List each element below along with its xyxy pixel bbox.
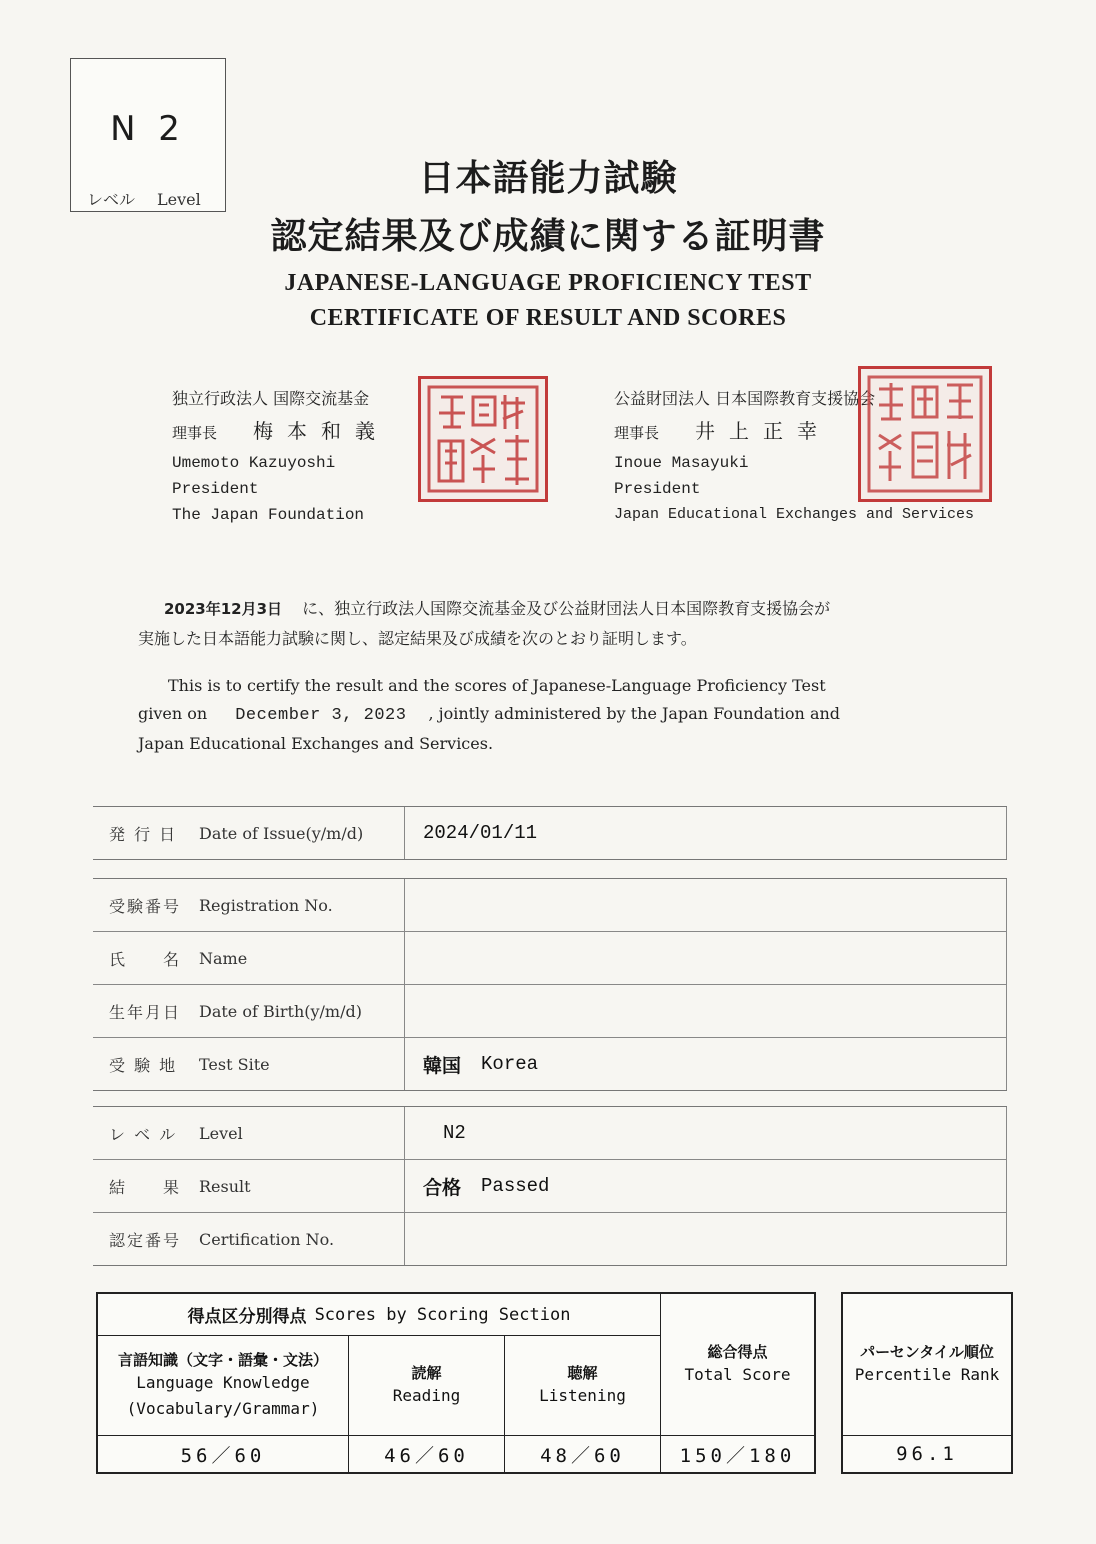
signatory-name-en: Umemoto Kazuyoshi (172, 454, 336, 472)
result-label (93, 1160, 405, 1212)
total-score-header (661, 1294, 814, 1436)
listening-jp: 聴解 (567, 1364, 598, 1382)
title-en-line2: CERTIFICATE OF RESULT AND SCORES (309, 305, 787, 331)
language-knowledge-score: 56／60 (98, 1436, 349, 1472)
result-table (93, 1106, 1007, 1266)
test-site-value (405, 1038, 1007, 1090)
percentile-header (843, 1294, 1011, 1436)
certification-jp-line1 (138, 594, 998, 624)
title-en-line1: JAPANESE-LANGUAGE PROFICIENCY TEST (284, 270, 812, 296)
issue-date-label (93, 807, 405, 859)
certification-en-line2 (138, 700, 958, 730)
personal-info-table (93, 878, 1007, 1091)
percentile-en: Percentile Rank (854, 1365, 1000, 1384)
issue-date-value: 2024/01/11 (405, 807, 1007, 859)
birth-date-value (405, 985, 1007, 1037)
certification-text-jp (138, 594, 998, 654)
signatory-title-en: President (614, 480, 701, 498)
percentile-table (841, 1292, 1013, 1474)
result-value-jp: 合格 (423, 1176, 462, 1199)
name-value (405, 932, 1007, 984)
certification-no-label-en: Certification No. (199, 1229, 335, 1249)
birth-date-label (93, 985, 405, 1037)
scores-section-header (98, 1294, 661, 1336)
reading-jp: 読解 (411, 1364, 442, 1382)
certification-no-row (93, 1213, 1007, 1265)
level-label-en: Level (199, 1123, 243, 1143)
listening-en: Listening (539, 1386, 626, 1405)
registration-label-en: Registration No. (199, 895, 333, 915)
signatory-org-jp: 独立行政法人 国際交流基金 (172, 389, 370, 408)
scores-header-en: Scores by Scoring Section (314, 1304, 571, 1325)
level-label-jp: レベル (87, 190, 136, 209)
signatory-role-jp: 理事長 (614, 424, 660, 442)
certification-no-label-jp: 認定番号 (109, 1230, 182, 1250)
official-seal-japan-foundation (418, 376, 548, 502)
birth-date-label-en: Date of Birth(y/m/d) (199, 1001, 362, 1021)
result-value-en: Passed (481, 1175, 550, 1197)
level-code: N 2 (110, 109, 186, 149)
result-row (93, 1160, 1007, 1213)
total-score: 150／180 (679, 1444, 796, 1467)
signatory-title-en: President (172, 480, 259, 498)
given-on-label: given on (138, 704, 208, 723)
test-site-label (93, 1038, 405, 1090)
percentile-value: 96.1 (896, 1443, 958, 1465)
listening-header (505, 1336, 661, 1436)
name-label-jp: 氏 名 (109, 949, 182, 969)
certification-jp-line2: 実施した日本語能力試験に関し、認定結果及び成績を次のとおり証明します。 (138, 629, 697, 648)
issue-date-table (93, 806, 1007, 860)
scores-table (96, 1292, 816, 1474)
name-label-en: Name (199, 948, 248, 968)
signatory-role-jp: 理事長 (172, 424, 218, 442)
language-knowledge-en1: Language Knowledge (136, 1373, 310, 1392)
certification-en-line1: This is to certify the result and the scores of Japanese-Language Proficiency Test (168, 676, 826, 695)
result-label-jp: 結 果 (109, 1177, 182, 1197)
registration-row (93, 879, 1007, 932)
certification-no-value (405, 1213, 1007, 1265)
result-label-en: Result (199, 1176, 251, 1196)
signatory-org-en: Japan Educational Exchanges and Services (614, 506, 975, 523)
level-row (93, 1107, 1007, 1160)
name-row (93, 932, 1007, 985)
reading-header (349, 1336, 505, 1436)
language-knowledge-jp: 言語知識（文字・語彙・文法） (117, 1351, 328, 1369)
level-value-en: N2 (443, 1122, 466, 1144)
issue-date-row (93, 807, 1007, 859)
test-date-jp: 2023年12月3日 (164, 600, 283, 618)
scores-header-jp: 得点区分別得点 (187, 1307, 307, 1327)
certification-en-line3: Japan Educational Exchanges and Services. (138, 734, 494, 753)
issue-date-label-en: Date of Issue(y/m/d) (199, 823, 364, 843)
result-value (405, 1160, 1007, 1212)
certification-no-label (93, 1213, 405, 1265)
test-site-row (93, 1038, 1007, 1090)
signatory-name-jp: 梅本和義 (253, 419, 390, 443)
test-site-label-jp: 受 験 地 (109, 1055, 178, 1075)
reading-en: Reading (392, 1386, 461, 1405)
registration-value (405, 879, 1007, 931)
registration-label (93, 879, 405, 931)
birth-date-label-jp: 生年月日 (109, 1002, 182, 1022)
certification-text-en (138, 672, 958, 758)
level-label (93, 1107, 405, 1159)
test-site-value-en: Korea (481, 1053, 539, 1075)
total-score-jp: 総合得点 (707, 1343, 768, 1361)
certification-jp-line1-text: に、独立行政法人国際交流基金及び公益財団法人日本国際教育支援協会が (302, 599, 831, 618)
percentile-jp: パーセンタイル順位 (860, 1343, 994, 1361)
language-knowledge-header (98, 1336, 349, 1436)
registration-label-jp: 受験番号 (109, 896, 182, 916)
official-seal-jees (858, 366, 992, 502)
signatory-name-jp: 井上正幸 (695, 419, 832, 443)
test-site-value-jp: 韓国 (423, 1054, 462, 1077)
test-site-label-en: Test Site (199, 1054, 270, 1074)
level-label-jp: レ ベ ル (109, 1124, 178, 1144)
title-jp-line1: 日本語能力試験 (418, 157, 678, 199)
signatory-name-en: Inoue Masayuki (614, 454, 749, 472)
title-jp-line2: 認定結果及び成績に関する証明書 (270, 215, 826, 257)
name-label (93, 932, 405, 984)
issue-date-label-jp: 発 行 日 (109, 824, 178, 844)
certification-en-line2-text: , jointly administered by the Japan Foundation and (428, 704, 841, 723)
language-knowledge-en2: (Vocabulary/Grammar) (126, 1399, 320, 1418)
level-label-en: Level (157, 190, 201, 209)
signatory-org-en: The Japan Foundation (172, 506, 365, 524)
level-value (405, 1107, 1007, 1159)
test-date-en: December 3, 2023 (235, 706, 407, 725)
reading-score: 46／60 (349, 1436, 505, 1472)
listening-score: 48／60 (505, 1436, 661, 1472)
total-score-en: Total Score (684, 1365, 791, 1384)
birth-date-row (93, 985, 1007, 1038)
signatory-org-jp: 公益財団法人 日本国際教育支援協会 (614, 389, 876, 408)
